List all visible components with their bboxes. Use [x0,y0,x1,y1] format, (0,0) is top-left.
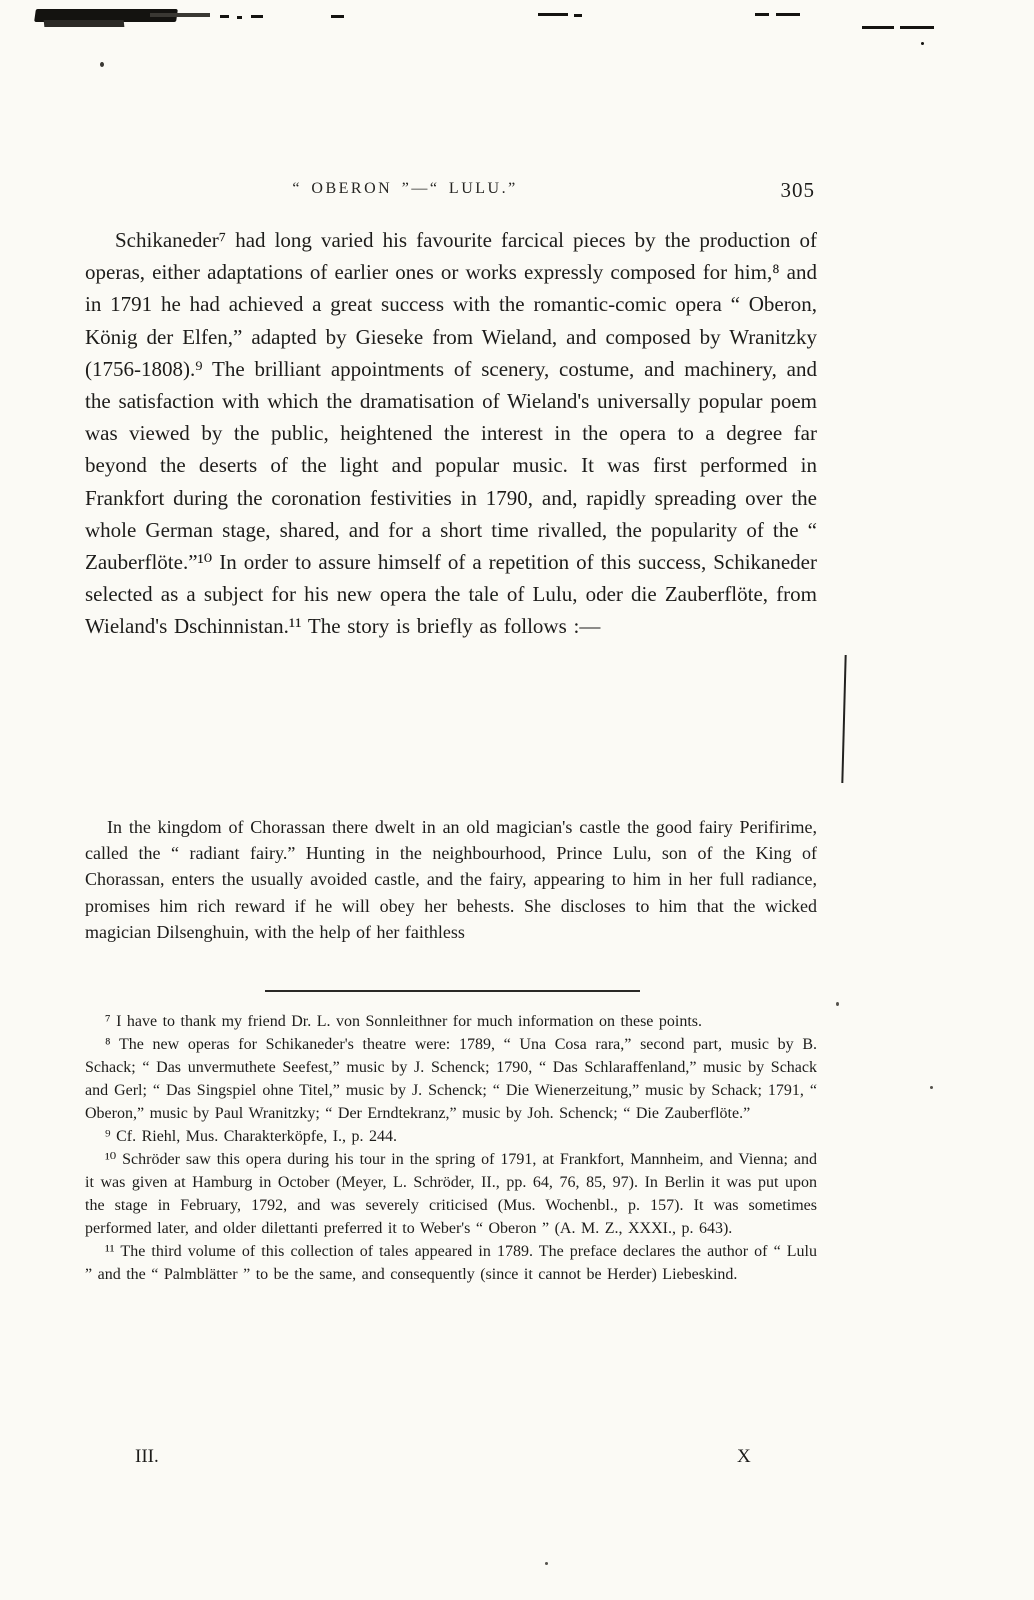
scan-dash [251,15,263,18]
scan-stray-line [841,655,846,783]
footnote-9: ⁹ Cf. Riehl, Mus. Charakterköpfe, I., p. 244. [105,1128,398,1145]
scan-speck [836,1002,839,1006]
scan-dash [574,14,582,17]
scan-dash [755,13,769,16]
footnote-separator [265,990,640,992]
volume-number: III. [135,1446,159,1467]
chapter-title: “ OBERON ”—“ LULU.” [292,180,518,197]
main-paragraph: Schikaneder⁷ had long varied his favourite farcical pieces by the production of operas, either adaptations of earlier ones or works expressly composed for him,⁸ and in 1791 he had achieved a great success with the romantic-comic opera “ Oberon, König der Elfen,” adapted by Gieseke from Wieland, and composed by Wranitzky (1756-1808).⁹ The brilliant appointments of scenery, costume, and machinery, and the satisfaction with which the dramatisation of Wieland's universally popular poem was viewed by the public, heightened the interest in the opera to a degree far beyond the deserts of the light and popular music. It was first performed in Frankfort during the coronation festivities in 1790, and, rapidly spreading over the whole German stage, shared, and for a short time rivalled, the popularity of the “ Zauberflöte.”¹⁰ In order to assure himself of a repetition of this success, Schikaneder selected as a subject for his new opera the tale of Lulu, oder die Zauberflöte, from Wieland's Dschinnistan.¹¹ The story is briefly as follows :— [85,228,817,639]
scan-dash [220,15,229,18]
main-text-block [85,224,817,643]
footnote-10: ¹⁰ Schröder saw this opera during his tour in the spring of 1791, at Frankfort, Mannheim, and Vienna; and it was given at Hamburg in October (Meyer, L. Schröder, II., pp. 64, 76, 85, 97). In Berlin it was put upon the stage in February, 1792, and was severely criticised (Mus. Wochenbl., p. 157). It was sometimes performed later, and older dilettanti preferred it to Weber's “ Oberon ” (A. M. Z., XXXI., p. 643). [85,1151,817,1237]
scan-speck [930,1086,933,1089]
footnotes-block [85,1010,817,1286]
page-footer [85,1446,817,1470]
scan-dash [862,26,894,29]
scan-dash [538,13,568,16]
excerpt-paragraph: In the kingdom of Chorassan there dwelt in an old magician's castle the good fairy Perifirime, called the “ radiant fairy.” Hunting in the neighbourhood, Prince Lulu, son of the King of Chorassan, enters the usually avoided castle, and the fairy, appearing to him in her full radiance, promises him rich reward if he will obey her behests. She discloses to him that the wicked magician Dilsenghuin, with the help of her faithless [85,817,817,942]
footnote-11: ¹¹ The third volume of this collection of tales appeared in 1789. The preface declares the author of “ Lulu ” and the “ Palmblätter ” to be the same, and consequently (since it cannot be Herder) Liebeskind. [85,1243,817,1283]
printer-signature: X [737,1446,751,1467]
scan-dash [776,13,800,16]
running-head [85,180,815,206]
footnote-8: ⁸ The new operas for Schikaneder's theatre were: 1789, “ Una Cosa rara,” second part, music by B. Schack; “ Das unvermuthete Seefest,” music by J. Schenck; 1790, “ Das Schlaraffenland,” music by Schack and Gerl; “ Das Singspiel ohne Titel,” music by J. Schenck; “ Die Wienerzeitung,” music by Schack; 1791, “ Oberon,” music by Paul Wranitzky; “ Der Erndtekranz,” music by Joh. Schenck; “ Die Zauberflöte.” [85,1036,817,1122]
scan-dash [900,26,934,29]
excerpt-block [85,814,817,945]
footnote-7: ⁷ I have to thank my friend Dr. L. von Sonnleithner for much information on these points. [105,1013,703,1030]
scan-dash [331,15,344,18]
scan-speck [921,42,924,45]
scan-speck [545,1562,548,1565]
scan-speck [100,62,104,67]
scan-smudge [150,13,210,17]
scan-smudge [44,20,125,27]
page-number: 305 [780,178,815,202]
scan-dash [237,16,242,19]
